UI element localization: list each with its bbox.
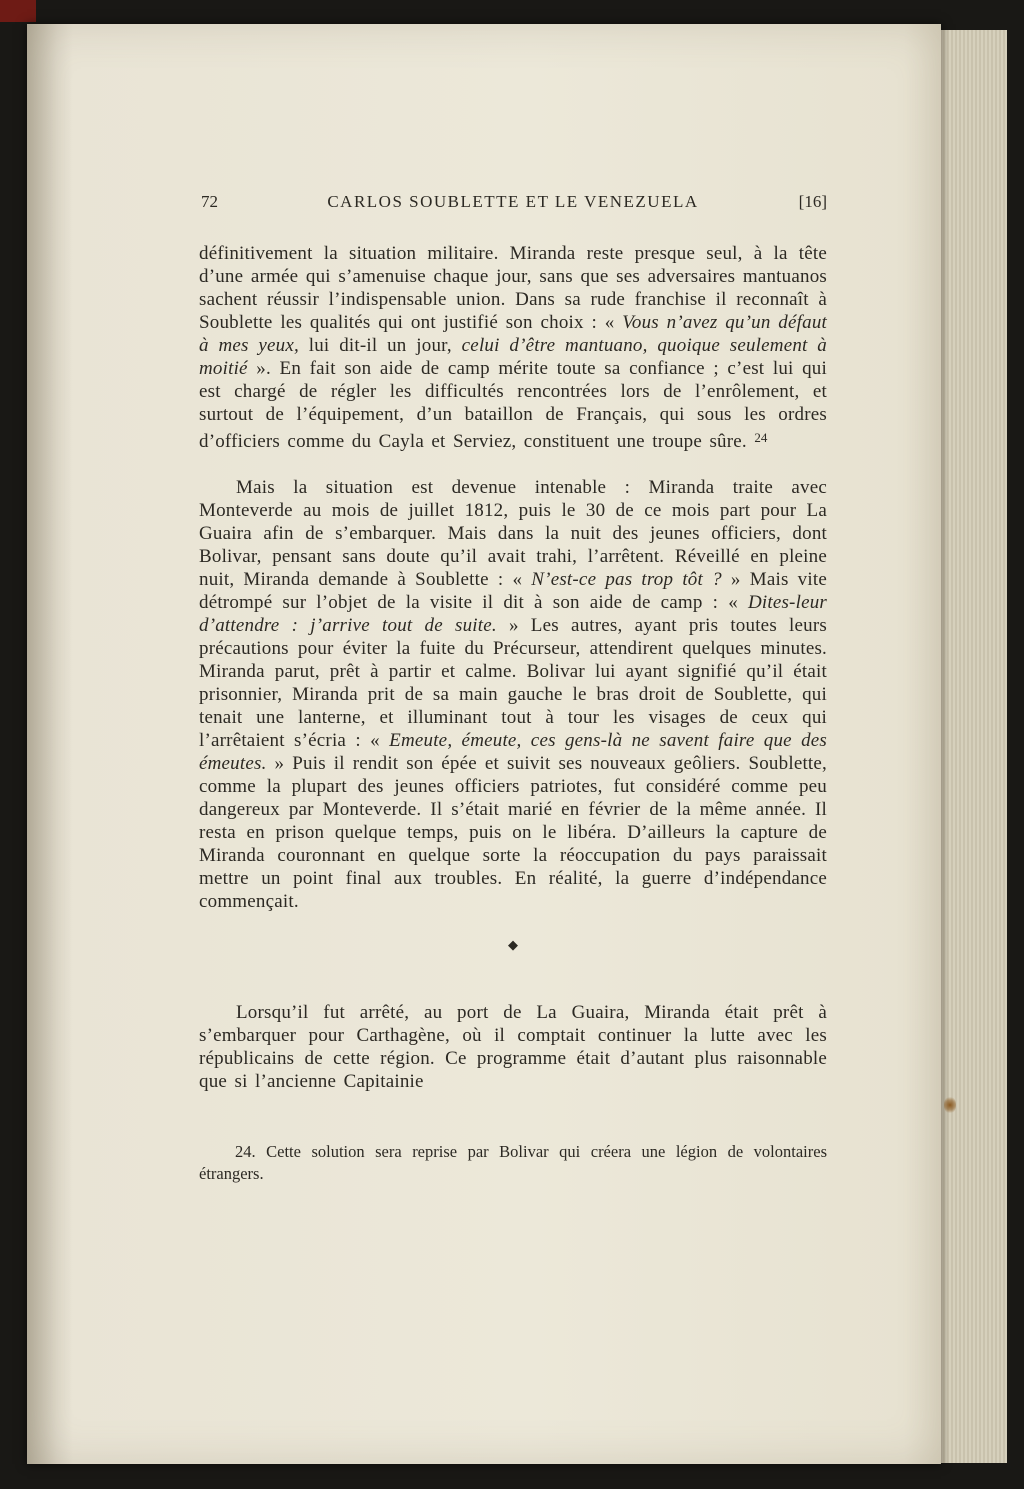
- text-block: [199, 192, 827, 1184]
- gutter-shadow: [27, 24, 73, 1464]
- text-run-normal: » Puis il rendit son épée et suivit ses nouveaux geôliers. Soublette, comme la plupart des jeunes officiers patriotes, fut considéré comme peu dangereux par Monteverde. Il s’était marié en février de la même année. Il resta en prison quelque temps, puis on le libéra. D’ailleurs la capture de Miranda couronnant en quelque sorte la réoccupation du pays paraissait mettre un point final aux troubles. En réalité, la guerre d’indépendance commençait.: [199, 753, 827, 912]
- text-run-italic: N’est-ce pas trop tôt ?: [531, 569, 722, 590]
- text-run-italic: celui d’être mantuano, quoique seulement à moitié: [199, 335, 827, 379]
- stain-mark: [944, 1096, 956, 1114]
- paragraph-2: [199, 476, 827, 913]
- text-run-normal: lui dit-il un jour,: [298, 335, 462, 356]
- page-header: [199, 192, 827, 216]
- text-run-normal: » Les autres, ayant pris toutes leurs précautions pour éviter la fuite du Précurseur, attendirent quelques minutes. Miranda parut, prêt à partir et calme. Bolivar lui ayant signifié qu’il était prisonnier, Miranda prit de sa main gauche le bras droit de Soublette, qui tenait une lanterne, et illuminant tout à tour les visages de ceux qui l’arrêtaient s’écria : «: [199, 615, 827, 751]
- text-run-normal: Lorsqu’il fut arrêté, au port de La Guaira, Miranda était prêt à s’embarquer pour Carthagène, où il comptait continuer la lutte avec les républicains de cette région. Ce programme était d’autant plus raisonnable que si l’ancienne Capitainie: [199, 1002, 827, 1092]
- red-corner-mark: [0, 0, 36, 22]
- folio-marker: [16]: [798, 192, 827, 211]
- section-divider-ornament: ◆: [508, 937, 518, 952]
- text-run-italic: Vous n’avez qu’un défaut à mes yeux,: [199, 312, 827, 356]
- text-run-sup: 24: [754, 430, 768, 445]
- text-run-italic: Emeute, émeute, ces gens-là ne savent faire que des émeutes.: [199, 730, 828, 774]
- paragraph-3: [199, 1001, 827, 1093]
- footnote: [199, 1141, 827, 1184]
- text-run-normal: définitivement la situation militaire. Miranda reste presque seul, à la tête d’une armée qui s’amenuise chaque jour, sans que ses adversaires mantuanos sachent réussir l’indispensable union. Dans sa rude franchise il reconnaît à Soublette les qualités qui ont justifié son choix : «: [199, 243, 827, 333]
- text-run-normal: Mais la situation est devenue intenable : Miranda traite avec Monteverde au mois de juillet 1812, puis le 30 de ce mois part pour La Guaira afin de s’embarquer. Mais dans la nuit des jeunes officiers, dont Bolivar, pensant sans doute qu’il avait trahi, l’arrêtent. Réveillé en pleine nuit, Miranda demande à Soublette : «: [199, 477, 827, 590]
- running-title: CARLOS SOUBLETTE ET LE VENEZUELA: [327, 192, 699, 211]
- text-run-normal: » Mais vite détrompé sur l’objet de la visite il dit à son aide de camp : «: [199, 569, 827, 613]
- text-run-normal: ». En fait son aide de camp mérite toute sa confiance ; c’est lui qui est chargé de régler les difficultés rencontrées lors de l’enrôlement, et surtout de l’équipement, d’un bataillon de Français, qui sous les ordres d’officiers comme du Cayla et Serviez, constituent une troupe sûre.: [199, 358, 827, 452]
- text-run-italic: Dites-leur d’attendre : j’arrive tout de suite.: [199, 592, 827, 636]
- paragraph-continuation: [199, 242, 827, 453]
- page-number: 72: [201, 192, 218, 211]
- page-edge-stack: [941, 30, 1007, 1463]
- text-run-normal: 24. Cette solution sera reprise par Bolivar qui créera une légion de volontaires étrangers.: [199, 1142, 827, 1183]
- book-page: [27, 24, 941, 1464]
